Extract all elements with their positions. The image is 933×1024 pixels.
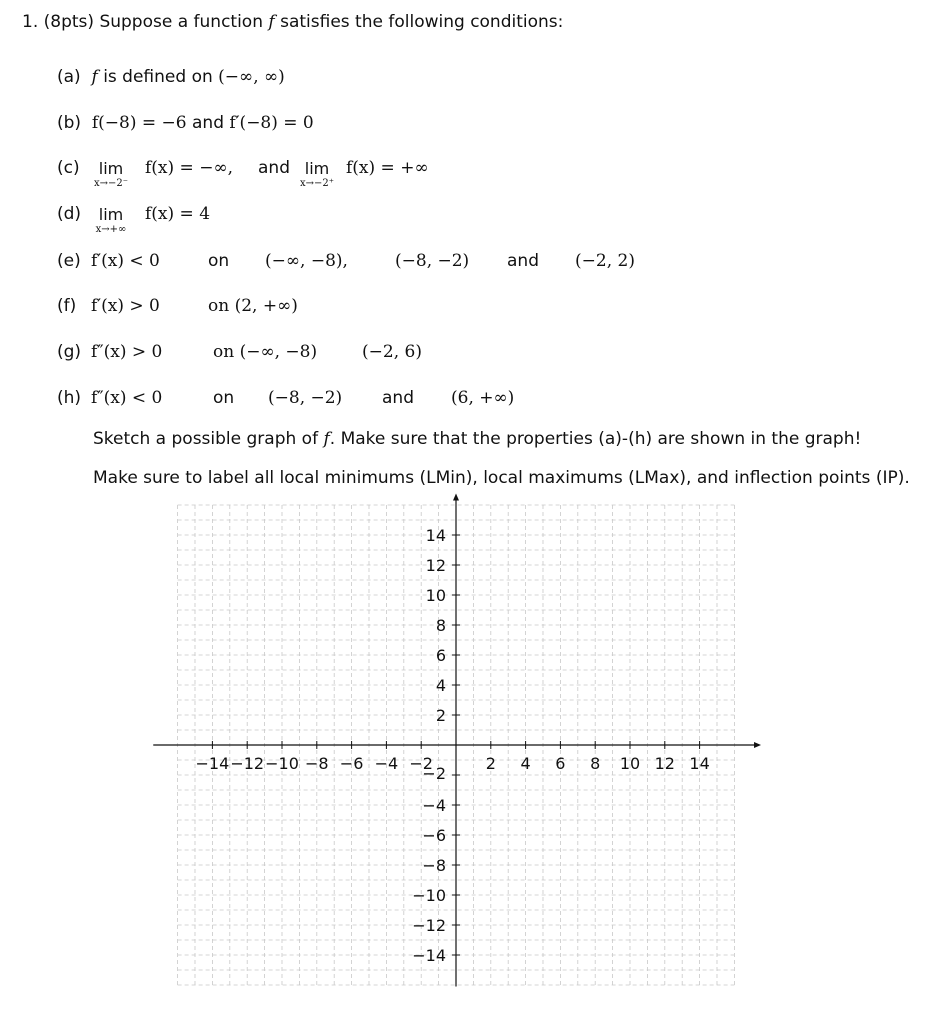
condition-c-lim2-word: lim — [304, 159, 330, 178]
y-tick-label: −14 — [412, 946, 446, 965]
x-tick-label: 10 — [619, 754, 641, 773]
condition-g-label: (g) — [57, 342, 82, 362]
y-tick-label: 12 — [425, 556, 446, 575]
condition-e-on: on — [208, 251, 230, 271]
condition-b-and: and — [192, 113, 224, 133]
condition-c-lim2-sub: x→−2⁺ — [299, 178, 335, 189]
condition-c-lim2-expr: f(x) = +∞ — [346, 158, 429, 178]
condition-h-and: and — [382, 388, 414, 408]
condition-e-and: and — [507, 251, 539, 271]
condition-a-f: f — [91, 67, 98, 87]
condition-h-interval1: (−8, −2) — [268, 388, 343, 408]
condition-g-interval1: on (−∞, −8) — [213, 342, 318, 362]
y-tick-label: −2 — [422, 764, 446, 783]
y-tick-label: −10 — [412, 886, 446, 905]
condition-f-label: (f) — [57, 296, 77, 316]
condition-h-label: (h) — [57, 388, 82, 408]
x-tick-label: −2 — [409, 754, 433, 773]
condition-e-interval3: (−2, 2) — [575, 251, 635, 271]
x-tick-label: −4 — [374, 754, 399, 773]
condition-h-on: on — [213, 388, 235, 408]
x-tick-label: 14 — [689, 754, 710, 773]
condition-b-label: (b) — [57, 113, 82, 133]
problem-intro-var: f — [268, 12, 275, 32]
x-tick-label: −6 — [339, 754, 364, 773]
instruction-line-1-pre: Sketch a possible graph of — [93, 429, 319, 449]
x-tick-label: 4 — [520, 754, 531, 773]
y-tick-label: 14 — [425, 526, 446, 545]
x-tick-label: 6 — [555, 754, 566, 773]
y-axis-arrow — [453, 494, 459, 501]
condition-c-lim1-word: lim — [98, 159, 124, 178]
y-tick-label: −8 — [422, 856, 446, 875]
y-tick-label: −12 — [412, 916, 446, 935]
condition-d-lim-expr: f(x) = 4 — [145, 204, 211, 224]
condition-c-lim1-sub: x→−2⁻ — [93, 178, 129, 189]
condition-b-expr2: f′(−8) = 0 — [229, 113, 314, 133]
condition-a-text: is defined on — [103, 67, 213, 87]
condition-h-interval2: (6, +∞) — [451, 388, 515, 408]
condition-e-interval2: (−8, −2) — [395, 251, 470, 271]
y-tick-label: 8 — [435, 616, 446, 635]
condition-g-interval2: (−2, 6) — [362, 342, 422, 362]
condition-e-interval1: (−∞, −8), — [265, 251, 348, 271]
x-tick-label: −10 — [265, 754, 299, 773]
condition-d-lim-sub: x→+∞ — [95, 224, 127, 235]
instruction-line-1-post: . Make sure that the properties (a)-(h) are shown in the graph! — [329, 429, 862, 449]
instruction-line-2: Make sure to label all local minimums (LMin), local maximums (LMax), and inflection points (IP). — [93, 468, 910, 488]
y-tick-label: 10 — [425, 586, 446, 605]
x-tick-label: −14 — [195, 754, 230, 773]
condition-c-lim1-expr: f(x) = −∞, — [145, 158, 234, 178]
x-tick-label: 2 — [485, 754, 496, 773]
y-tick-label: 4 — [435, 676, 446, 695]
x-axis-arrow — [754, 742, 761, 748]
condition-e-label: (e) — [57, 251, 81, 271]
condition-d-lim-word: lim — [98, 205, 124, 224]
problem-points: (8pts) — [43, 12, 95, 32]
instruction-line-1-var: f — [323, 429, 330, 449]
condition-f-expr: f′(x) > 0 — [91, 296, 160, 316]
condition-e-expr: f′(x) < 0 — [91, 251, 160, 271]
axes — [153, 494, 761, 987]
condition-f-interval: on (2, +∞) — [208, 296, 298, 316]
x-tick-label: −12 — [230, 754, 265, 773]
problem-intro-post: satisfies the following conditions: — [280, 12, 564, 32]
problem-intro-pre: Suppose a function — [99, 12, 263, 32]
condition-g-expr: f″(x) > 0 — [91, 342, 163, 362]
condition-h-expr: f″(x) < 0 — [91, 388, 163, 408]
condition-a-interval: (−∞, ∞) — [218, 67, 285, 87]
y-tick-label: −4 — [422, 796, 446, 815]
condition-a-label: (a) — [57, 67, 81, 87]
condition-b-expr1: f(−8) = −6 — [91, 113, 187, 133]
x-tick-label: 8 — [590, 754, 601, 773]
condition-d-label: (d) — [57, 204, 82, 224]
y-tick-label: 6 — [435, 646, 446, 665]
y-tick-label: 2 — [435, 706, 446, 725]
condition-c-and: and — [258, 158, 290, 178]
problem-number: 1. — [22, 12, 39, 32]
x-tick-label: 12 — [654, 754, 675, 773]
x-tick-label: −8 — [305, 754, 329, 773]
y-tick-label: −6 — [422, 826, 446, 845]
condition-c-label: (c) — [57, 158, 80, 178]
